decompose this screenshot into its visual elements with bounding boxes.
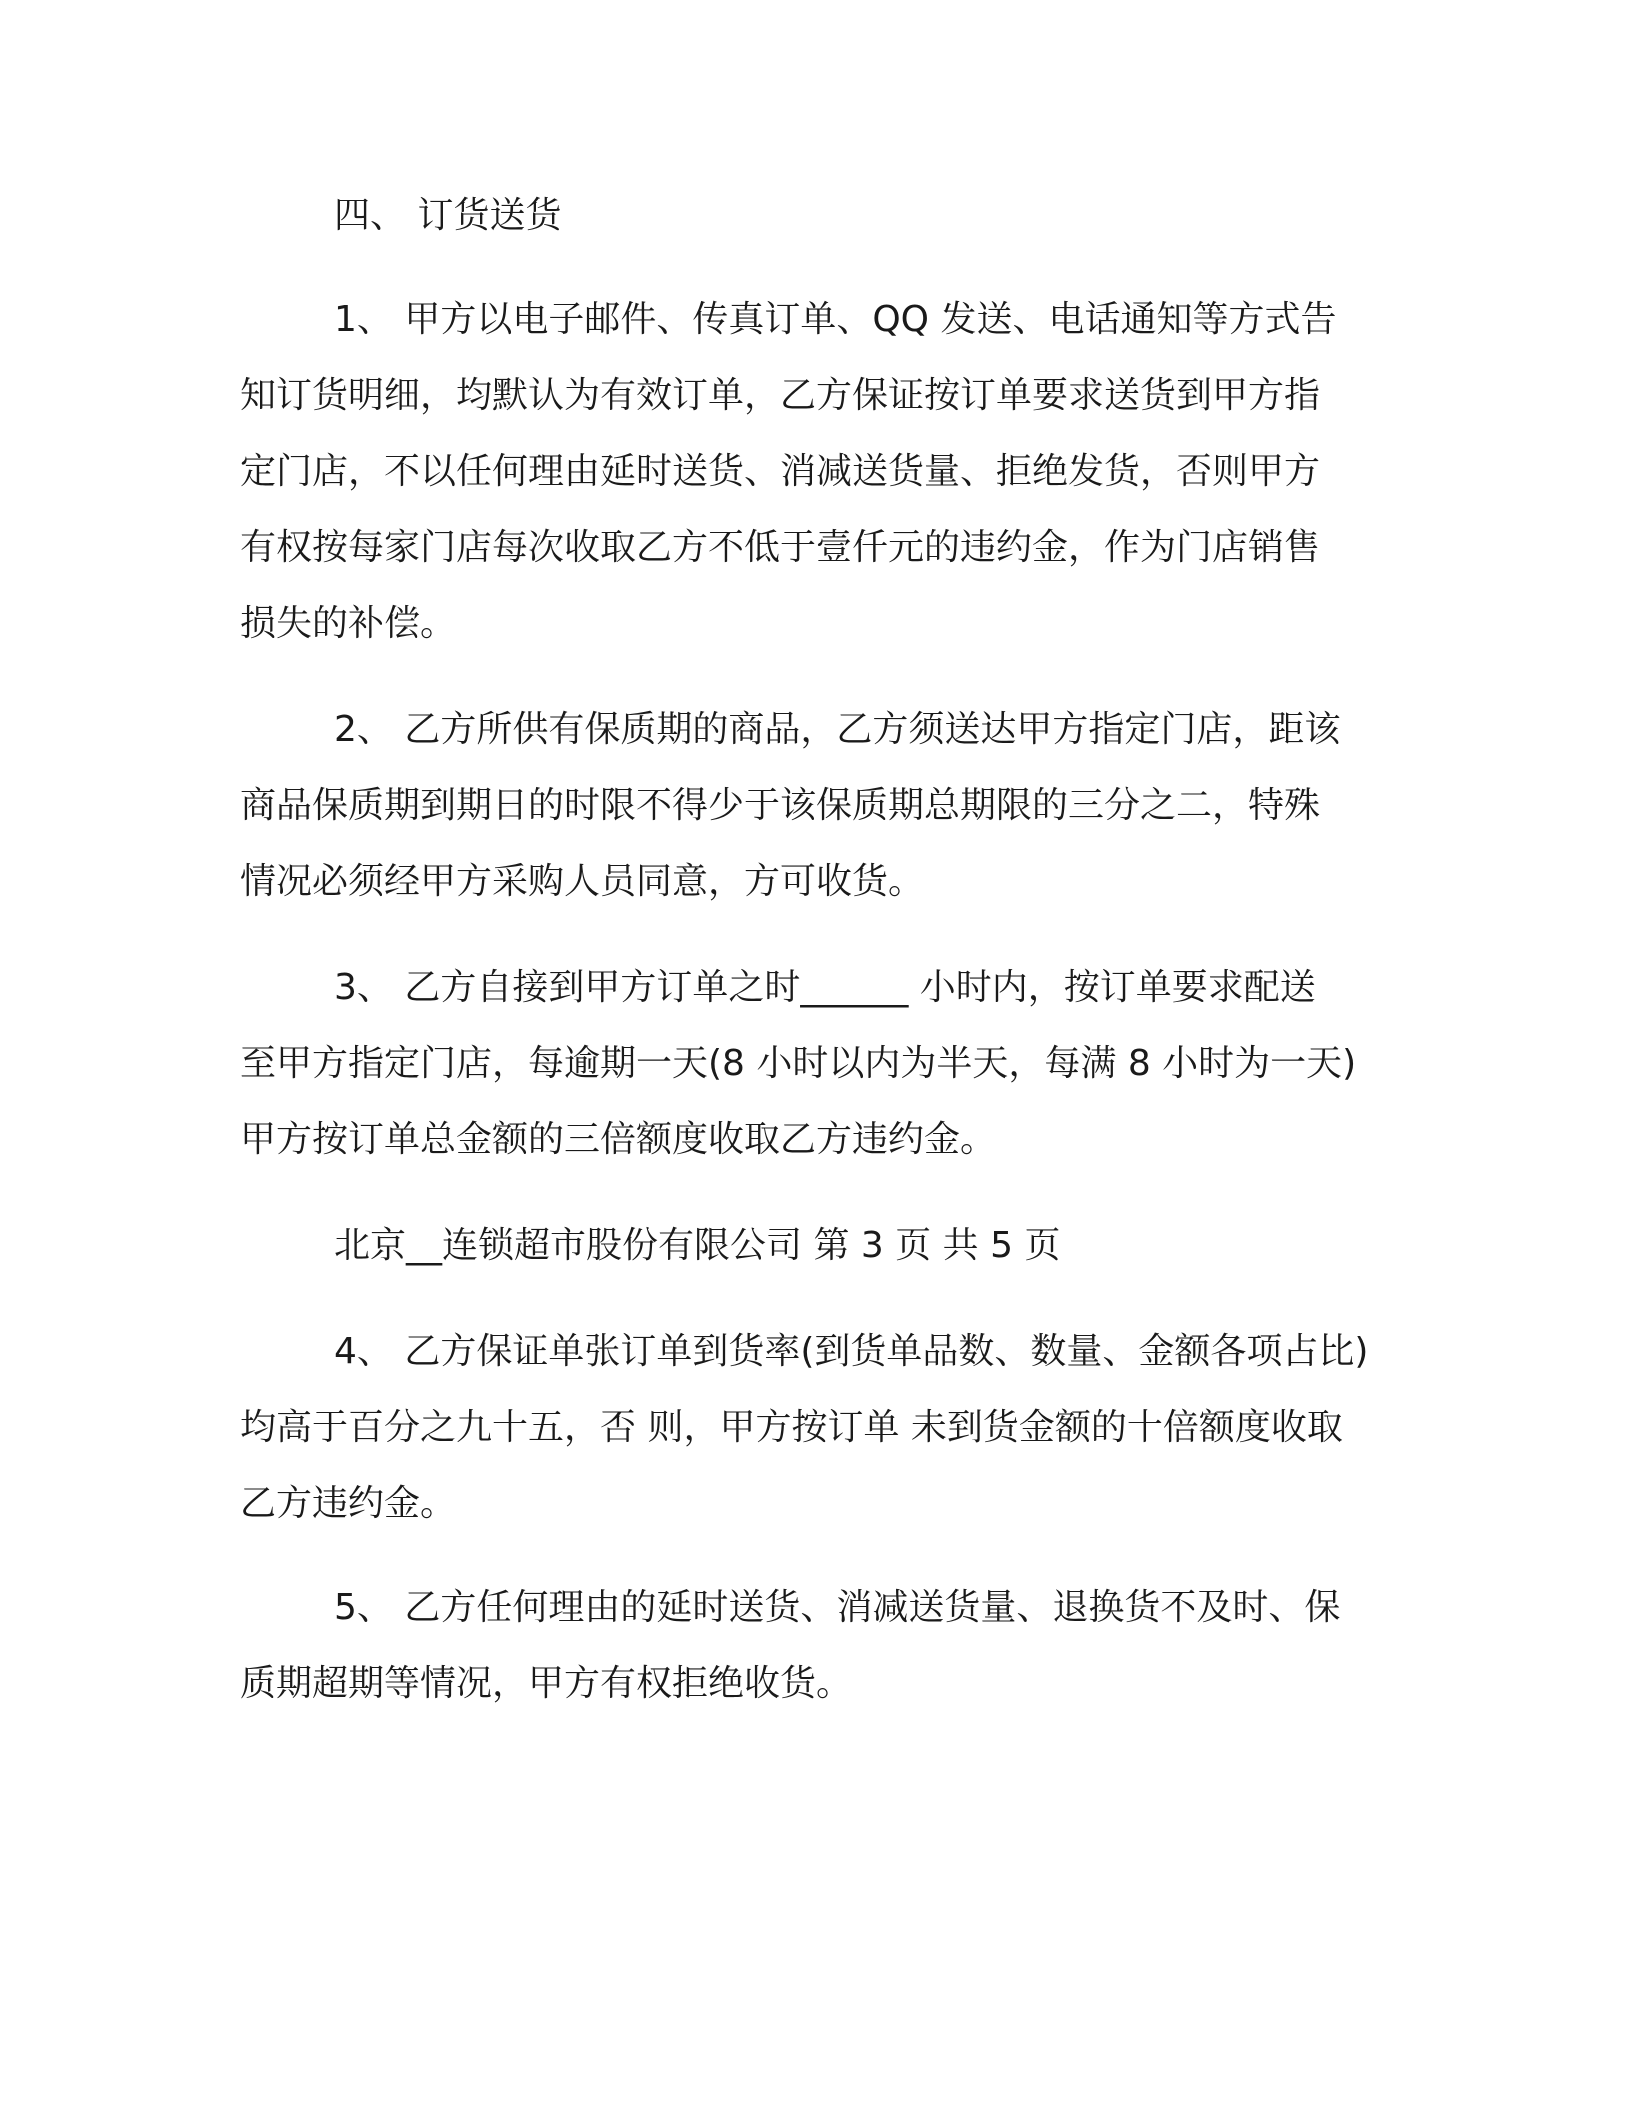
clause-4-line-2: 均高于百分之九十五，否 则，甲方按订单 未到货金额的十倍额度收取 (240, 1407, 1343, 1448)
page-footer: 北京__连锁超市股份有限公司 第 3 页 共 5 页 (334, 1225, 1061, 1266)
clause-4-line-3: 乙方违约金。 (240, 1483, 457, 1524)
clause-1-line-4: 有权按每家门店每次收取乙方不低于壹仟元的违约金，作为门店销售 (240, 527, 1321, 568)
clause-4-line-1: 4、 乙方保证单张订单到货率(到货单品数、数量、金额各项占比) (334, 1331, 1369, 1372)
clause-3-line-3: 甲方按订单总金额的三倍额度收取乙方违约金。 (240, 1119, 997, 1160)
clause-1-line-5: 损失的补偿。 (240, 603, 457, 644)
clause-1-line-3: 定门店，不以任何理由延时送货、消减送货量、拒绝发货，否则甲方 (240, 451, 1321, 492)
clause-3-line-2: 至甲方指定门店，每逾期一天(8 小时以内为半天，每满 8 小时为一天) (240, 1043, 1357, 1084)
clause-2-line-1: 2、 乙方所供有保质期的商品，乙方须送达甲方指定门店，距该 (334, 709, 1341, 750)
clause-5-line-1: 5、 乙方任何理由的延时送货、消减送货量、退换货不及时、保 (334, 1587, 1341, 1628)
clause-1-line-2: 知订货明细，均默认为有效订单，乙方保证按订单要求送货到甲方指 (240, 375, 1321, 416)
clause-2-line-2: 商品保质期到期日的时限不得少于该保质期总期限的三分之二，特殊 (240, 785, 1321, 826)
clause-5-line-2: 质期超期等情况，甲方有权拒绝收货。 (240, 1663, 853, 1704)
clause-3-line-1: 3、 乙方自接到甲方订单之时______ 小时内，按订单要求配送 (334, 967, 1316, 1008)
clause-1-line-1: 1、 甲方以电子邮件、传真订单、QQ 发送、电话通知等方式告 (334, 299, 1337, 340)
clause-2-line-3: 情况必须经甲方采购人员同意，方可收货。 (240, 861, 925, 902)
section-heading: 四、 订货送货 (334, 195, 562, 236)
